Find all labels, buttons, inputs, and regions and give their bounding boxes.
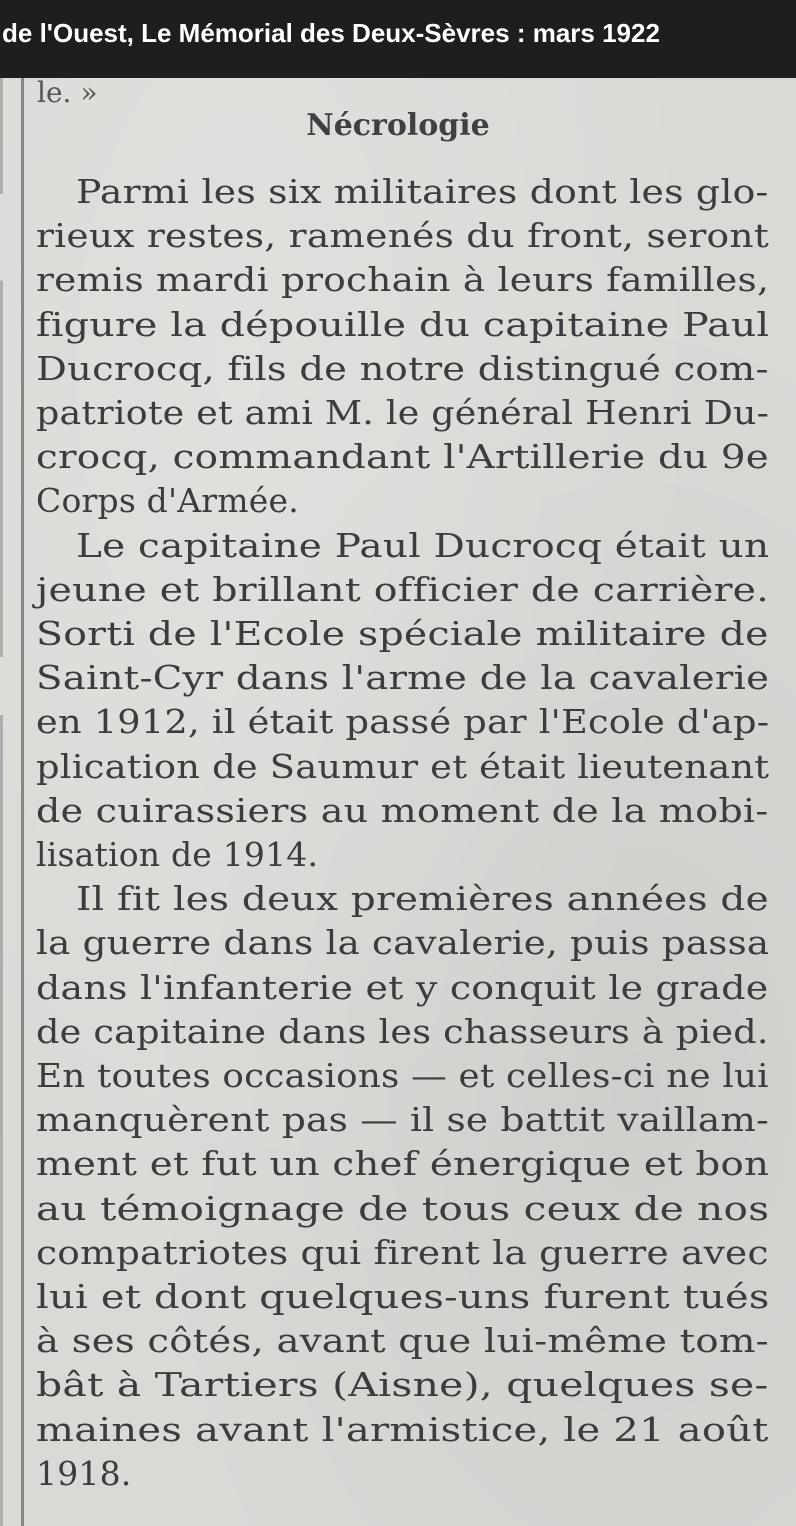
article-line: manquèrent pas — il se battit vaillam-: [36, 1100, 770, 1140]
article-line: Saint-Cyr dans l'arme de la cavalerie: [36, 658, 770, 698]
article-line: ment et fut un chef énergique et bon: [36, 1144, 770, 1184]
article-line: remis mardi prochain à leurs familles,: [36, 260, 770, 300]
article-line: la guerre dans la cavalerie, puis passa: [36, 923, 770, 963]
paragraph-first-line: Il fit les deux premières années de: [76, 879, 769, 919]
newspaper-scan[interactable]: [0, 78, 796, 1526]
article-line: patriote et ami M. le général Henri Du-: [36, 393, 770, 432]
article-line: bât à Tartiers (Aisne), quelques se-: [36, 1365, 769, 1405]
article-line: 1918.: [36, 1453, 132, 1493]
article-line: plication de Saumur et était lieutenant: [36, 746, 770, 786]
article-line: lisation de 1914.: [36, 835, 319, 874]
article-line: rieux restes, ramenés du front, seront: [36, 216, 770, 256]
column-rule: [21, 78, 24, 1526]
article-line: Ducrocq, fils de notre distingué com-: [36, 348, 769, 388]
previous-article-fragment: le. »: [37, 78, 98, 109]
article-heading: Nécrologie: [306, 108, 490, 143]
article-line: en 1912, il était passé par l'Ecole d'ap-: [36, 702, 770, 742]
article-line: à ses côtés, avant que lui-même tom-: [36, 1321, 769, 1361]
article-line: au témoignage de tous ceux de nos: [36, 1188, 770, 1228]
article-line: Sorti de l'Ecole spéciale militaire de: [36, 614, 769, 653]
article-line: crocq, commandant l'Artillerie du 9e: [36, 437, 770, 477]
article-line: Corps d'Armée.: [36, 481, 299, 521]
article-line: jeune et brillant officier de carrière.: [36, 569, 770, 609]
article-line: de cuirassiers au moment de la mobi-: [36, 790, 769, 830]
window-title: de l'Ouest, Le Mémorial des Deux-Sèvres : mars 1922: [0, 0, 796, 78]
article-line: figure la dépouille du capitaine Paul: [36, 304, 770, 344]
article-line: de capitaine dans les chasseurs à pied.: [36, 1011, 769, 1051]
paragraph-first-line: Parmi les six militaires dont les glo-: [76, 172, 769, 211]
article-line: compatriotes qui firent la guerre avec: [36, 1232, 769, 1272]
paragraph-first-line: Le capitaine Paul Ducrocq était un: [76, 525, 770, 565]
article-line: dans l'infanterie et y conquit le grade: [36, 967, 769, 1007]
article-line: lui et dont quelques-uns furent tués: [36, 1277, 770, 1316]
article-line: En toutes occasions — et celles-ci ne lui: [36, 1056, 769, 1095]
left-column-rule: [0, 78, 3, 1526]
article-line: maines avant l'armistice, le 21 août: [36, 1409, 769, 1449]
